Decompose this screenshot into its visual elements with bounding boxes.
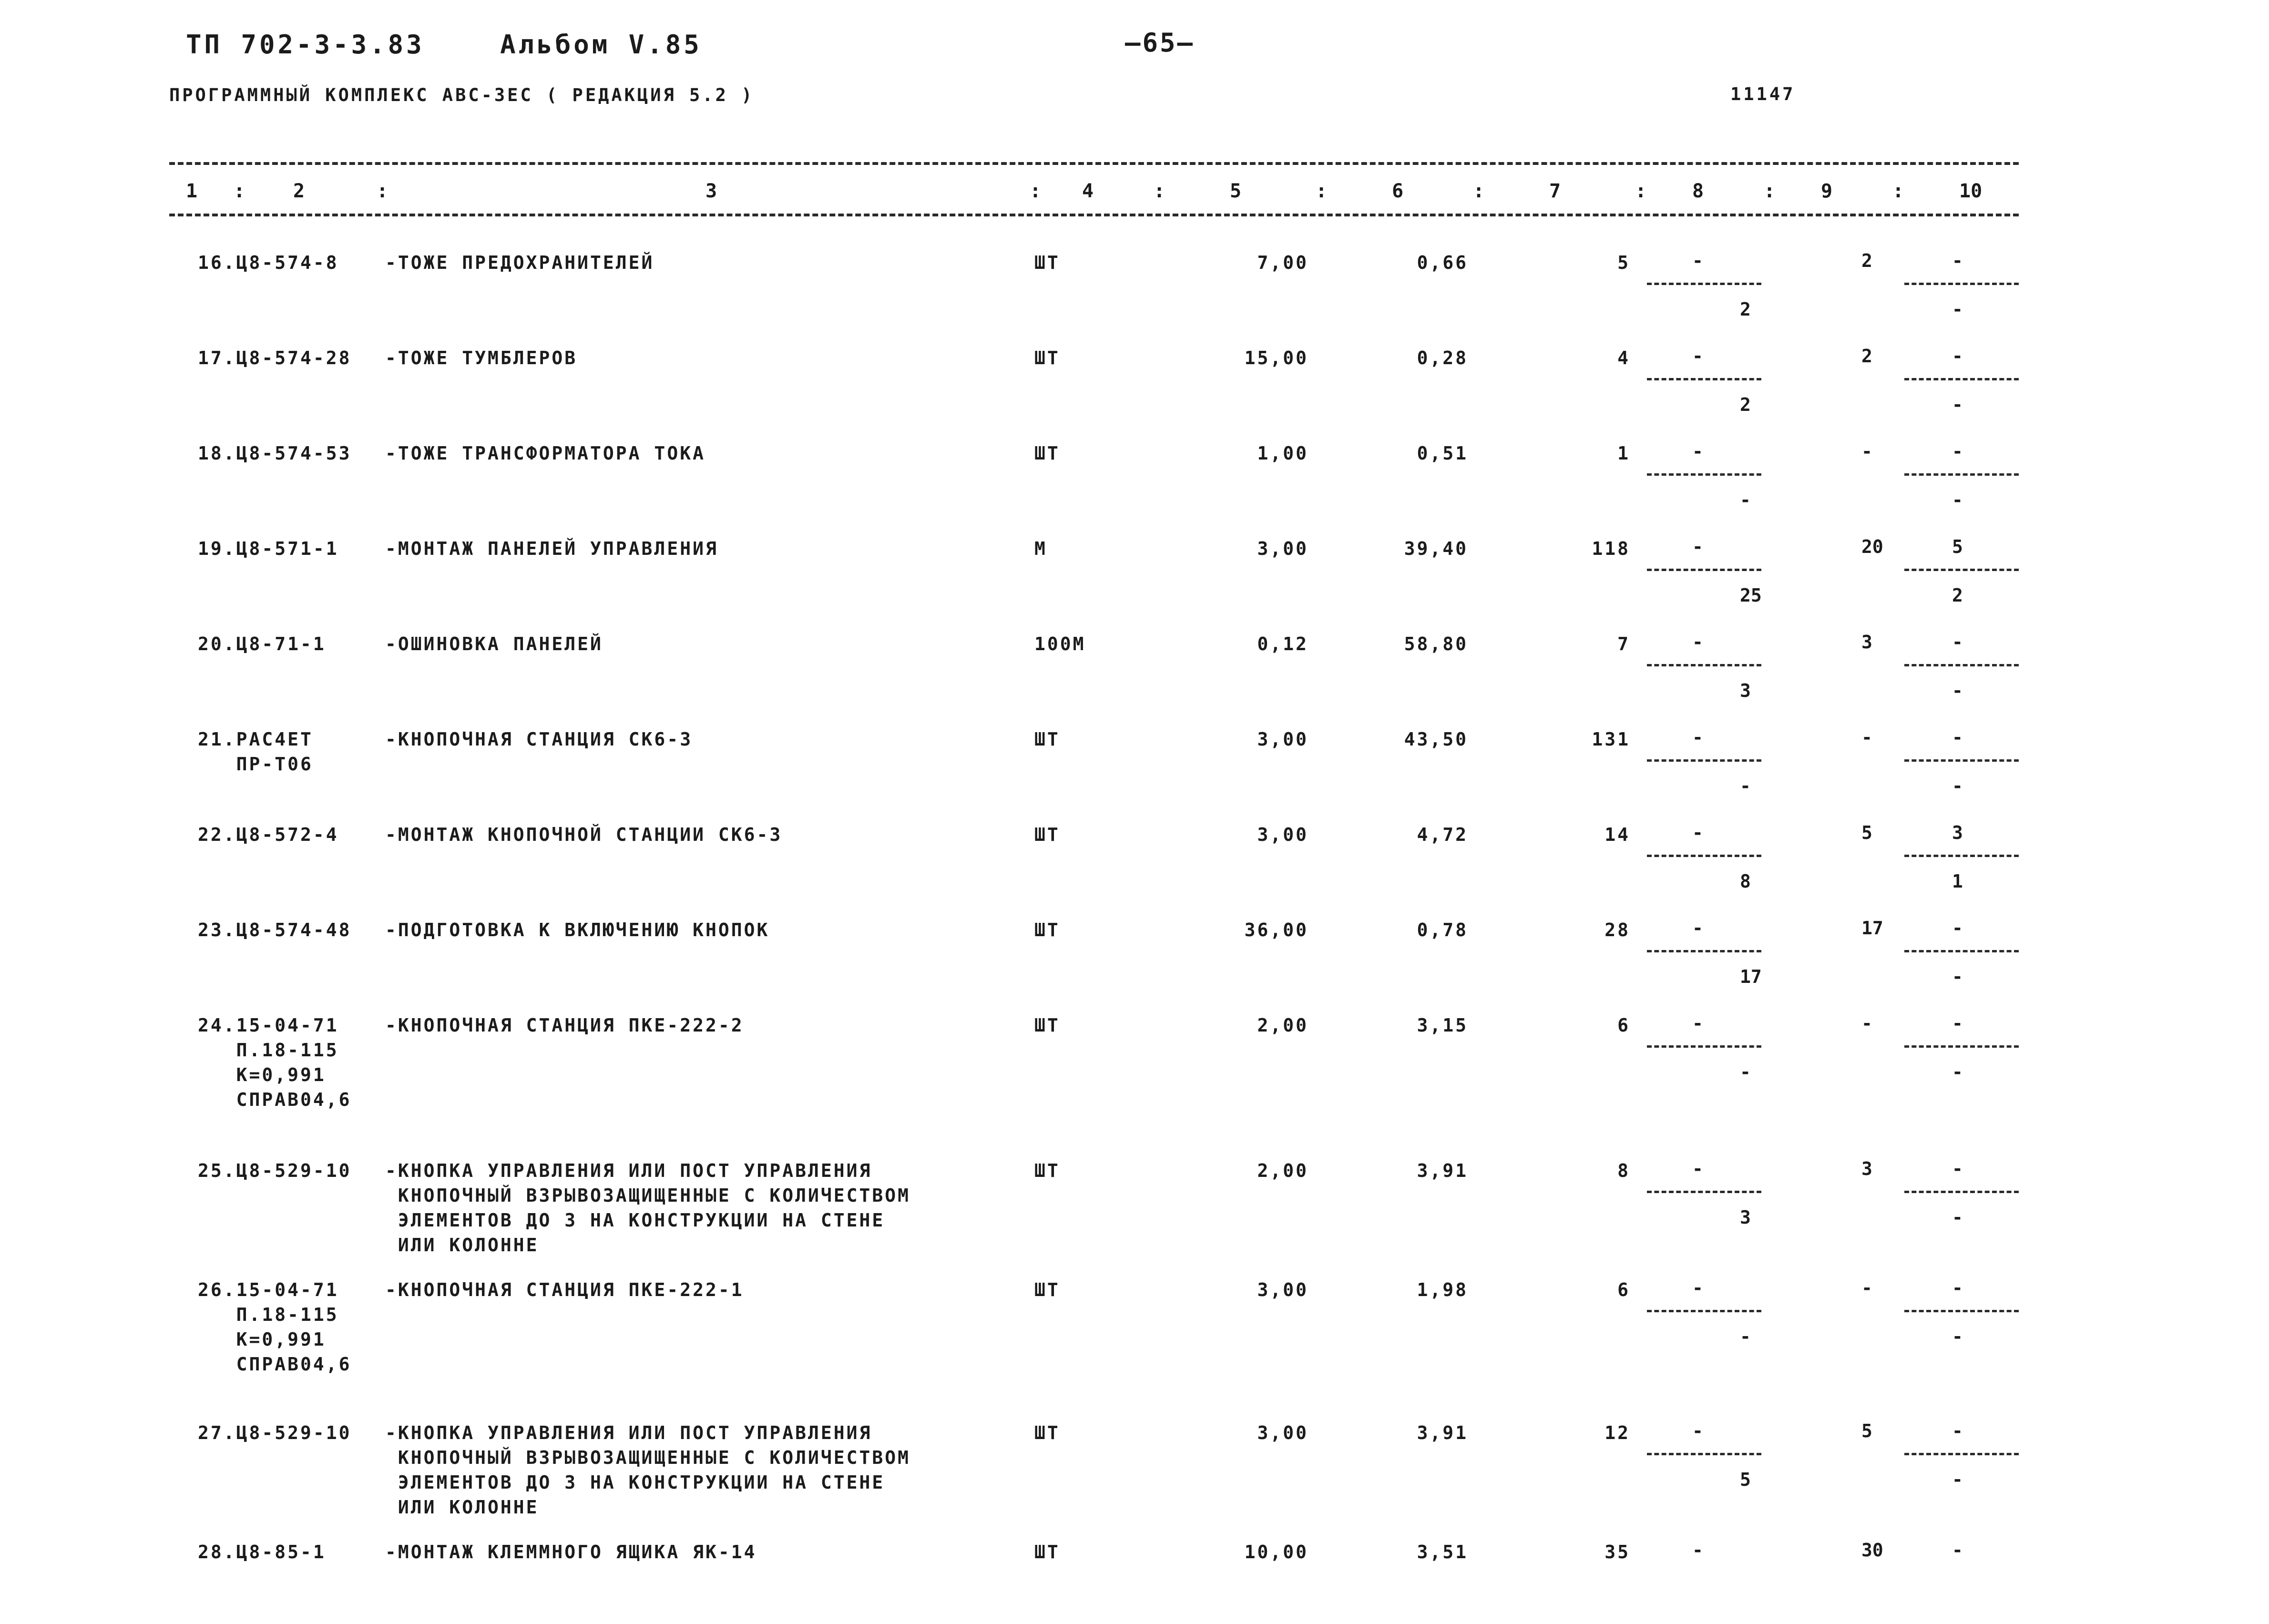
col9-value: - <box>1861 1013 1872 1034</box>
row-unit-price: 0,78 <box>1417 919 1468 940</box>
column-separator: : <box>1635 180 1647 202</box>
row-total: 118 <box>1592 538 1630 559</box>
row-code: 28.Ц8-85-1 <box>198 1542 326 1563</box>
col8-top-value: - <box>1692 1420 1703 1441</box>
column-header-1: 1 <box>186 180 198 202</box>
col10-bottom-value: - <box>1952 1326 1963 1347</box>
row-code: 18.Ц8-574-53 <box>198 443 352 464</box>
column-header-7: 7 <box>1549 180 1561 202</box>
col8-bottom-value: 8 <box>1740 871 1751 892</box>
col10-top-value: - <box>1952 632 1963 653</box>
col9-value: 20 <box>1861 536 1883 557</box>
col8-fraction-line <box>1647 759 1761 762</box>
col9-value: 3 <box>1861 1158 1872 1179</box>
row-quantity: 3,00 <box>1257 538 1308 559</box>
row-unit-price: 43,50 <box>1404 729 1468 750</box>
col10-fraction-line <box>1904 1191 2019 1193</box>
col10-bottom-value: 2 <box>1952 585 1963 606</box>
table-top-rule <box>169 162 2019 165</box>
row-description: -ТОЖЕ ТРАНСФОРМАТОРА ТОКА <box>385 443 705 464</box>
col8-top-value: - <box>1692 1277 1703 1298</box>
col8-bottom-value: 25 <box>1740 585 1762 606</box>
col9-value: - <box>1861 1277 1872 1298</box>
row-total: 8 <box>1617 1160 1630 1181</box>
row-unit: ШТ <box>1034 252 1060 273</box>
column-header-9: 9 <box>1821 180 1833 202</box>
col8-fraction-line <box>1647 378 1761 380</box>
col10-top-value: - <box>1952 250 1963 271</box>
document-code: 11147 <box>1730 84 1796 104</box>
row-unit-price: 1,98 <box>1417 1279 1468 1300</box>
col8-fraction-line <box>1647 855 1761 857</box>
col10-fraction-line <box>1904 759 2019 762</box>
row-unit: ШТ <box>1034 1160 1060 1181</box>
col10-bottom-value: - <box>1952 1062 1963 1083</box>
row-description: -МОНТАЖ ПАНЕЛЕЙ УПРАВЛЕНИЯ <box>385 538 718 559</box>
row-unit: ШТ <box>1034 347 1060 368</box>
col10-fraction-line <box>1904 378 2019 380</box>
col8-bottom-value: - <box>1740 1326 1751 1347</box>
row-description: -КНОПОЧНАЯ СТАНЦИЯ СК6-3 <box>385 729 693 750</box>
row-code: 21.РАС4ЕТ ПР-Т06 <box>198 729 313 775</box>
column-separator: : <box>1030 180 1042 202</box>
col8-bottom-value: 2 <box>1740 394 1751 415</box>
column-separator: : <box>1473 180 1485 202</box>
col8-top-value: - <box>1692 1158 1703 1179</box>
col8-bottom-value: 17 <box>1740 966 1762 987</box>
col10-top-value: - <box>1952 1013 1963 1034</box>
col9-value: 5 <box>1861 1420 1872 1441</box>
row-unit: ШТ <box>1034 443 1060 464</box>
row-total: 6 <box>1617 1015 1630 1036</box>
col8-bottom-value: - <box>1740 776 1751 797</box>
col10-fraction-line <box>1904 283 2019 285</box>
col9-value: 2 <box>1861 346 1872 367</box>
col8-fraction-line <box>1647 569 1761 571</box>
col10-fraction-line <box>1904 664 2019 666</box>
column-header-2: 2 <box>293 180 305 202</box>
row-quantity: 3,00 <box>1257 824 1308 845</box>
column-header-10: 10 <box>1959 180 1983 202</box>
row-description: -ОШИНОВКА ПАНЕЛЕЙ <box>385 633 603 654</box>
table-header-rule <box>169 214 2019 216</box>
col8-bottom-value: 3 <box>1740 680 1751 701</box>
column-header-5: 5 <box>1230 180 1242 202</box>
row-unit-price: 3,15 <box>1417 1015 1468 1036</box>
row-total: 7 <box>1617 633 1630 654</box>
col8-top-value: - <box>1692 1540 1703 1561</box>
row-unit: 100М <box>1034 633 1086 654</box>
column-separator: : <box>377 180 388 202</box>
row-quantity: 3,00 <box>1257 729 1308 750</box>
column-separator: : <box>1892 180 1904 202</box>
col10-fraction-line <box>1904 473 2019 476</box>
col9-value: - <box>1861 727 1872 748</box>
col9-value: 3 <box>1861 632 1872 653</box>
row-code: 23.Ц8-574-48 <box>198 919 352 940</box>
col8-bottom-value: 2 <box>1740 299 1751 320</box>
col10-fraction-line <box>1904 1453 2019 1455</box>
col10-top-value: 3 <box>1952 822 1963 843</box>
row-code: 19.Ц8-571-1 <box>198 538 339 559</box>
page-number: —65— <box>1125 28 1195 58</box>
row-code: 22.Ц8-572-4 <box>198 824 339 845</box>
row-unit: М <box>1034 538 1047 559</box>
row-quantity: 3,00 <box>1257 1422 1308 1443</box>
row-code: 25.Ц8-529-10 <box>198 1160 352 1181</box>
row-total: 12 <box>1605 1422 1630 1443</box>
row-unit-price: 0,28 <box>1417 347 1468 368</box>
row-unit: ШТ <box>1034 1542 1060 1563</box>
col10-fraction-line <box>1904 950 2019 952</box>
col10-fraction-line <box>1904 569 2019 571</box>
row-total: 28 <box>1605 919 1630 940</box>
col10-bottom-value: - <box>1952 966 1963 987</box>
col9-value: - <box>1861 441 1872 462</box>
col10-bottom-value: - <box>1952 490 1963 511</box>
row-description: -МОНТАЖ КЛЕММНОГО ЯЩИКА ЯК-14 <box>385 1542 757 1563</box>
col8-top-value: - <box>1692 250 1703 271</box>
row-quantity: 1,00 <box>1257 443 1308 464</box>
col10-top-value: - <box>1952 1420 1963 1441</box>
col8-top-value: - <box>1692 918 1703 939</box>
row-unit-price: 3,91 <box>1417 1422 1468 1443</box>
col10-bottom-value: - <box>1952 776 1963 797</box>
col8-fraction-line <box>1647 1453 1761 1455</box>
column-separator: : <box>1764 180 1776 202</box>
row-total: 131 <box>1592 729 1630 750</box>
column-header-4: 4 <box>1082 180 1094 202</box>
row-unit: ШТ <box>1034 1422 1060 1443</box>
col10-bottom-value: 1 <box>1952 871 1963 892</box>
row-quantity: 36,00 <box>1244 919 1308 940</box>
col8-fraction-line <box>1647 1310 1761 1312</box>
col10-top-value: - <box>1952 918 1963 939</box>
row-unit-price: 58,80 <box>1404 633 1468 654</box>
row-code: 20.Ц8-71-1 <box>198 633 326 654</box>
doc-code: ТП 702-3-3.83 <box>186 30 425 60</box>
col10-fraction-line <box>1904 1045 2019 1048</box>
row-code: 16.Ц8-574-8 <box>198 252 339 273</box>
col9-value: 2 <box>1861 250 1872 271</box>
col10-bottom-value: - <box>1952 1469 1963 1490</box>
col8-bottom-value: 5 <box>1740 1469 1751 1490</box>
col8-fraction-line <box>1647 950 1761 952</box>
row-unit-price: 0,51 <box>1417 443 1468 464</box>
row-description: -КНОПОЧНАЯ СТАНЦИЯ ПКЕ-222-2 <box>385 1015 744 1036</box>
col10-bottom-value: - <box>1952 1207 1963 1228</box>
row-unit-price: 3,51 <box>1417 1542 1468 1563</box>
row-total: 14 <box>1605 824 1630 845</box>
row-unit-price: 3,91 <box>1417 1160 1468 1181</box>
col8-fraction-line <box>1647 664 1761 666</box>
col8-fraction-line <box>1647 473 1761 476</box>
row-code: 27.Ц8-529-10 <box>198 1422 352 1443</box>
row-unit: ШТ <box>1034 1015 1060 1036</box>
program-line: ПРОГРАММНЫЙ КОМПЛЕКС АВС-3ЕС ( РЕДАКЦИЯ 5.2 ) <box>169 85 755 105</box>
row-total: 4 <box>1617 347 1630 368</box>
row-total: 1 <box>1617 443 1630 464</box>
row-unit-price: 39,40 <box>1404 538 1468 559</box>
col8-fraction-line <box>1647 1191 1761 1193</box>
album-label: Альбом V.85 <box>500 30 702 60</box>
row-description: -ТОЖЕ ПРЕДОХРАНИТЕЛЕЙ <box>385 252 654 273</box>
col10-bottom-value: - <box>1952 680 1963 701</box>
column-separator: : <box>234 180 245 202</box>
col8-top-value: - <box>1692 1013 1703 1034</box>
row-quantity: 15,00 <box>1244 347 1308 368</box>
col10-top-value: - <box>1952 1540 1963 1561</box>
row-unit-price: 0,66 <box>1417 252 1468 273</box>
row-total: 5 <box>1617 252 1630 273</box>
col8-top-value: - <box>1692 727 1703 748</box>
column-header-8: 8 <box>1692 180 1704 202</box>
col9-value: 5 <box>1861 822 1872 843</box>
row-quantity: 3,00 <box>1257 1279 1308 1300</box>
col10-top-value: - <box>1952 441 1963 462</box>
row-unit: ШТ <box>1034 1279 1060 1300</box>
row-unit: ШТ <box>1034 919 1060 940</box>
col8-fraction-line <box>1647 283 1761 285</box>
row-quantity: 2,00 <box>1257 1160 1308 1181</box>
row-total: 35 <box>1605 1542 1630 1563</box>
col8-bottom-value: 3 <box>1740 1207 1751 1228</box>
column-separator: : <box>1154 180 1165 202</box>
col10-fraction-line <box>1904 855 2019 857</box>
col10-top-value: - <box>1952 1158 1963 1179</box>
document-title <box>186 30 759 60</box>
col10-top-value: 5 <box>1952 536 1963 557</box>
col10-bottom-value: - <box>1952 299 1963 320</box>
column-separator: : <box>1316 180 1328 202</box>
col8-top-value: - <box>1692 441 1703 462</box>
row-description: -ПОДГОТОВКА К ВКЛЮЧЕНИЮ КНОПОК <box>385 919 770 940</box>
row-unit-price: 4,72 <box>1417 824 1468 845</box>
col8-bottom-value: - <box>1740 490 1751 511</box>
col10-bottom-value: - <box>1952 394 1963 415</box>
row-description: -МОНТАЖ КНОПОЧНОЙ СТАНЦИИ СК6-3 <box>385 824 783 845</box>
col10-top-value: - <box>1952 1277 1963 1298</box>
col8-top-value: - <box>1692 822 1703 843</box>
col8-top-value: - <box>1692 346 1703 367</box>
row-description: -КНОПОЧНАЯ СТАНЦИЯ ПКЕ-222-1 <box>385 1279 744 1300</box>
row-unit: ШТ <box>1034 824 1060 845</box>
col8-top-value: - <box>1692 632 1703 653</box>
row-code: 26.15-04-71 П.18-115 К=0,991 СПРАВ04,6 <box>198 1279 352 1375</box>
row-quantity: 7,00 <box>1257 252 1308 273</box>
col10-fraction-line <box>1904 1310 2019 1312</box>
row-unit: ШТ <box>1034 729 1060 750</box>
row-description: -КНОПКА УПРАВЛЕНИЯ ИЛИ ПОСТ УПРАВЛЕНИЯ КНОПОЧНЫЙ ВЗРЫВОЗАЩИЩЕННЫЕ С КОЛИЧЕСТВОМ ЭЛЕМЕНТОВ ДО 3 НА КОНСТРУКЦИИ НА СТЕНЕ ИЛИ КОЛОННЕ <box>385 1422 910 1518</box>
row-description: -ТОЖЕ ТУМБЛЕРОВ <box>385 347 578 368</box>
col10-top-value: - <box>1952 346 1963 367</box>
col8-top-value: - <box>1692 536 1703 557</box>
column-header-3: 3 <box>705 180 717 202</box>
col8-bottom-value: - <box>1740 1062 1751 1083</box>
row-quantity: 0,12 <box>1257 633 1308 654</box>
row-total: 6 <box>1617 1279 1630 1300</box>
col9-value: 30 <box>1861 1540 1883 1561</box>
row-description: -КНОПКА УПРАВЛЕНИЯ ИЛИ ПОСТ УПРАВЛЕНИЯ КНОПОЧНЫЙ ВЗРЫВОЗАЩИЩЕННЫЕ С КОЛИЧЕСТВОМ ЭЛЕМЕНТОВ ДО 3 НА КОНСТРУКЦИИ НА СТЕНЕ ИЛИ КОЛОННЕ <box>385 1160 910 1256</box>
col8-fraction-line <box>1647 1045 1761 1048</box>
row-code: 24.15-04-71 П.18-115 К=0,991 СПРАВ04,6 <box>198 1015 352 1110</box>
row-code: 17.Ц8-574-28 <box>198 347 352 368</box>
row-quantity: 10,00 <box>1244 1542 1308 1563</box>
column-header-6: 6 <box>1392 180 1404 202</box>
col9-value: 17 <box>1861 918 1883 939</box>
row-quantity: 2,00 <box>1257 1015 1308 1036</box>
col10-top-value: - <box>1952 727 1963 748</box>
